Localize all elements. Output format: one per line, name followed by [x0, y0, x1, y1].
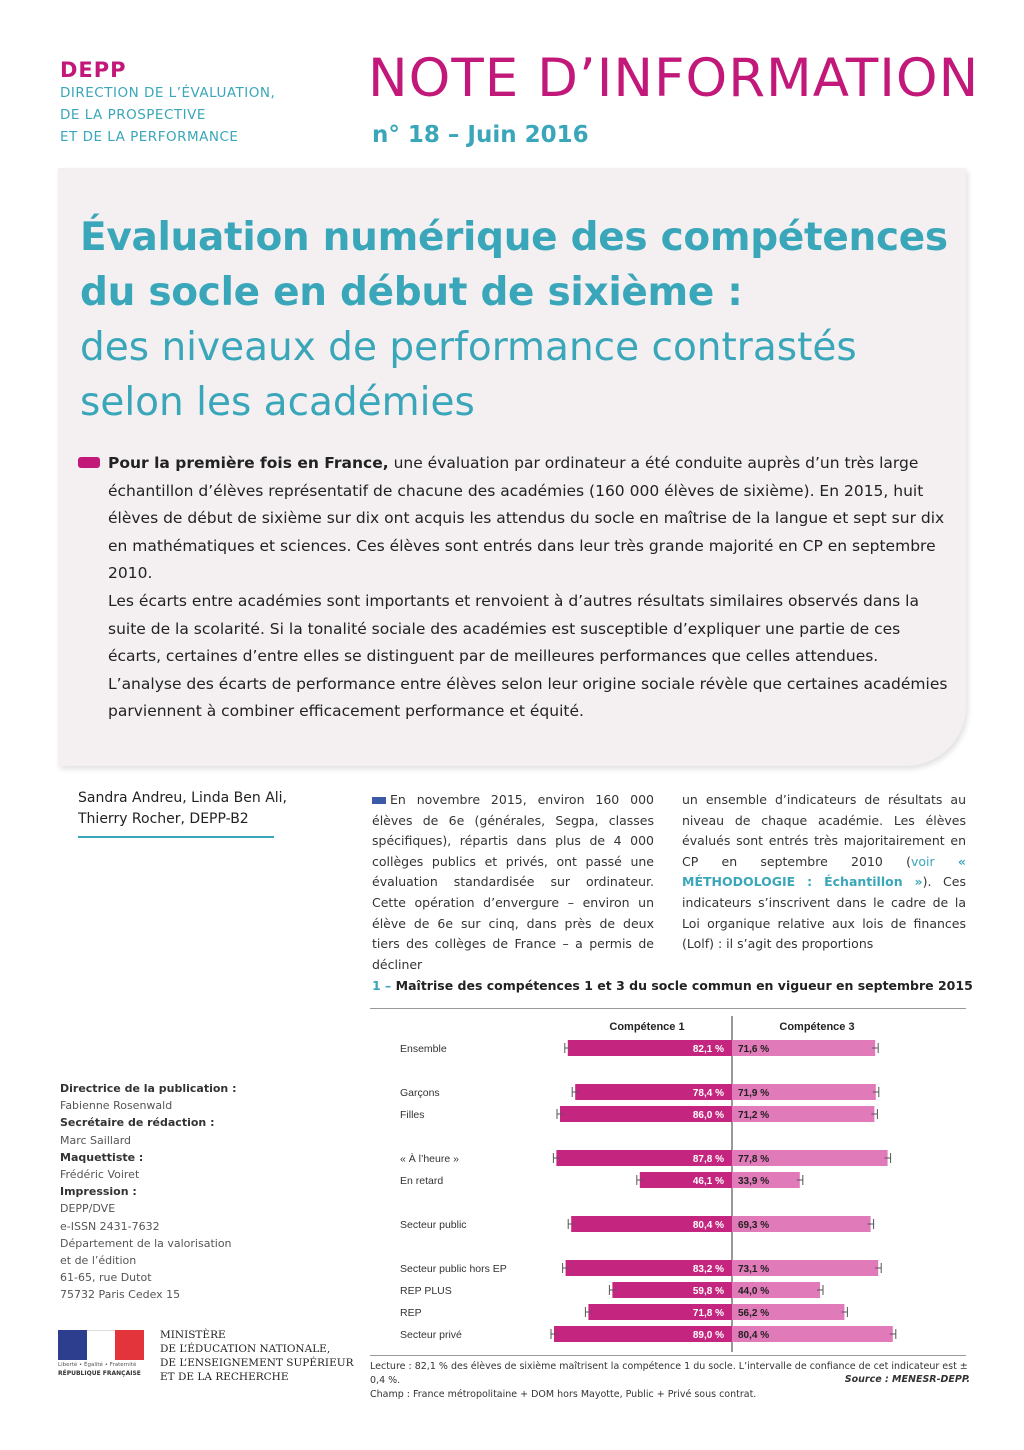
credit-value: 61-65, rue Dutot — [60, 1271, 152, 1285]
flag-blue-stripe — [58, 1330, 87, 1360]
credit-value: DEPP/DVE — [60, 1202, 116, 1216]
credit-value: 75732 Paris Cedex 15 — [60, 1288, 181, 1302]
category-label: Secteur public hors EP — [400, 1263, 507, 1275]
value-label-competence-3: 73,1 % — [738, 1264, 770, 1275]
value-label-competence-3: 71,2 % — [738, 1110, 770, 1121]
category-label: REP — [400, 1307, 422, 1319]
figure-source: Source : MENESR-DEPP. — [844, 1374, 970, 1385]
credit-label: Impression : — [60, 1185, 137, 1199]
publication-title: NOTE D’INFORMATION — [368, 48, 980, 109]
value-label-competence-1: 87,8 % — [692, 1154, 724, 1165]
value-label-competence-1: 83,2 % — [692, 1264, 724, 1275]
credit-value: e-ISSN 2431-7632 — [60, 1219, 160, 1233]
summary-paragraph: L’analyse des écarts de performance entre élèves selon leur origine sociale révèle que certaines académies parviennent à combiner efficacement performance et équité. — [108, 674, 948, 721]
ministry-line: ET DE LA RECHERCHE — [160, 1371, 289, 1383]
series-header-competence-3: Compétence 3 — [779, 1021, 855, 1033]
ministry-line: DE L’ENSEIGNEMENT SUPÉRIEUR — [160, 1357, 354, 1369]
value-label-competence-1: 80,4 % — [692, 1220, 724, 1231]
value-label-competence-1: 71,8 % — [692, 1308, 724, 1319]
summary-paragraph: Les écarts entre académies sont importants et renvoient à d’autres résultats similaires observés dans la suite de la scolarité. Si la tonalité sociale des académies est susceptible d’expliquer une partie de ces écarts, certaines d’entre elles se distinguent par de meilleures performances que celles attendues. — [108, 591, 919, 666]
value-label-competence-3: 71,6 % — [738, 1044, 770, 1055]
category-label: Filles — [400, 1109, 425, 1121]
value-label-competence-1: 89,0 % — [692, 1330, 724, 1341]
author-line: Sandra Andreu, Linda Ben Ali, — [78, 790, 288, 806]
body-text: un ensemble d’indicateurs de résultats au niveau de chaque académie. Les élèves évalués sont entrés très majoritairement en CP en septembre 2010 ( — [682, 792, 966, 869]
summary-text — [108, 450, 948, 726]
figure-number: 1 – — [372, 978, 392, 993]
methodology-link-voir: voir — [910, 853, 935, 869]
ministry-name — [160, 1328, 354, 1384]
value-label-competence-3: 33,9 % — [738, 1176, 770, 1187]
value-label-competence-1: 78,4 % — [692, 1088, 724, 1099]
authors-divider — [78, 836, 274, 838]
logo-republic: RÉPUBLIQUE FRANÇAISE — [58, 1370, 141, 1377]
direction-line: DE LA PROSPECTIVE — [60, 107, 206, 123]
value-label-competence-3: 71,9 % — [738, 1088, 770, 1099]
credit-value: Fabienne Rosenwald — [60, 1099, 173, 1113]
category-label: Ensemble — [400, 1043, 447, 1055]
category-label: « À l’heure » — [400, 1153, 459, 1165]
summary-paragraph — [108, 450, 948, 588]
body-column-2 — [682, 790, 966, 955]
credit-label: Maquettiste : — [60, 1150, 144, 1164]
sub-title — [80, 320, 960, 430]
main-title-line: du socle en début de sixième : — [80, 270, 743, 315]
credit-label: Secrétaire de rédaction : — [60, 1116, 215, 1130]
value-label-competence-3: 56,2 % — [738, 1308, 770, 1319]
figure-note-champ: Champ : France métropolitaine + DOM hors Mayotte, Public + Privé sous contrat. — [370, 1389, 757, 1400]
credit-value: et de l’édition — [60, 1254, 137, 1268]
credit-label: Directrice de la publication : — [60, 1082, 237, 1095]
logo-motto: Liberté • Égalité • Fraternité — [58, 1362, 137, 1368]
issue-number: n° 18 – Juin 2016 — [372, 122, 589, 148]
flag-white-stripe — [87, 1330, 115, 1360]
figure-title — [372, 978, 973, 993]
category-label: Garçons — [400, 1087, 440, 1099]
body-text: En novembre 2015, environ 160 000 élèves de 6e (générales, Segpa, classes spécifiques), répartis dans plus de 4 000 collèges publics et privés, ont passé une évaluation standardisée sur ordinateur. Cette opération d’envergure – environ un élève de 6e sur cinq, dans près de deux tiers des collèges de France – a permis de décliner — [372, 792, 654, 972]
authors — [78, 788, 287, 830]
value-label-competence-1: 86,0 % — [692, 1110, 724, 1121]
body-text: ). Ces indicateurs s’inscrivent dans le cadre de la Loi organique relative aux lois de finances (Lolf) : il s’agit des proportions — [682, 874, 966, 952]
direction-line: ET DE LA PERFORMANCE — [60, 129, 239, 145]
value-label-competence-1: 46,1 % — [692, 1176, 724, 1187]
category-label: REP PLUS — [400, 1285, 452, 1297]
credit-value: Frédéric Voiret — [60, 1168, 140, 1182]
series-header-competence-1: Compétence 1 — [609, 1021, 685, 1033]
figure-title-text: Maîtrise des compétences 1 et 3 du socle commun en vigueur en septembre 2015 — [395, 978, 973, 993]
ministry-line: MINISTÈRE — [160, 1329, 226, 1341]
credits — [60, 1080, 236, 1304]
main-title — [80, 210, 960, 320]
value-label-competence-1: 59,8 % — [692, 1286, 724, 1297]
category-label: Secteur privé — [400, 1329, 462, 1341]
credit-value: Marc Saillard — [60, 1133, 132, 1147]
value-label-competence-1: 82,1 % — [692, 1044, 724, 1055]
sub-title-line: des niveaux de performance contrastés — [80, 325, 857, 370]
body-column-1 — [372, 790, 654, 975]
category-label: Secteur public — [400, 1219, 467, 1231]
value-label-competence-3: 80,4 % — [738, 1330, 770, 1341]
methodology-link-label: « MÉTHODOLOGIE : Échantillon » — [682, 853, 966, 890]
republique-francaise-logo — [58, 1330, 144, 1377]
summary-lead: Pour la première fois en France, — [108, 454, 389, 472]
main-title-line: Évaluation numérique des compétences — [80, 215, 948, 260]
value-label-competence-3: 77,8 % — [738, 1154, 770, 1165]
credit-value: Département de la valorisation — [60, 1236, 232, 1250]
value-label-competence-3: 69,3 % — [738, 1220, 770, 1231]
flag-red-stripe — [115, 1330, 144, 1360]
competence-bar-chart — [370, 1008, 966, 1356]
figure-note-lecture: Lecture : 82,1 % des élèves de sixième maîtrisent la compétence 1 du socle. L’intervalle de confiance de cet indicateur est ± 0,4 %. — [370, 1361, 968, 1386]
depp-name: DEPP — [60, 58, 127, 82]
author-line: Thierry Rocher, DEPP-B2 — [78, 811, 249, 827]
depp-header — [60, 58, 275, 148]
ministry-line: DE L’ÉDUCATION NATIONALE, — [160, 1343, 331, 1355]
sub-title-line: selon les académies — [80, 380, 475, 425]
summary-bullet-icon — [78, 457, 100, 468]
category-label: En retard — [400, 1175, 444, 1187]
value-label-competence-3: 44,0 % — [738, 1286, 770, 1297]
summary-paragraph-text: une évaluation par ordinateur a été conduite auprès d’un très large échantillon d’élèves représentatif de chacune des académies (160 000 élèves de sixième). En 2015, huit élèves de début de sixième sur dix ont acquis les attendus du socle en maîtrise de la langue et sept sur dix en mathématiques et sciences. Ces élèves sont entrés dans leur très grande majorité en CP en septembre 2010. — [108, 454, 945, 583]
paragraph-bullet-icon — [372, 797, 386, 804]
direction-line: DIRECTION DE L’ÉVALUATION, — [60, 85, 276, 101]
